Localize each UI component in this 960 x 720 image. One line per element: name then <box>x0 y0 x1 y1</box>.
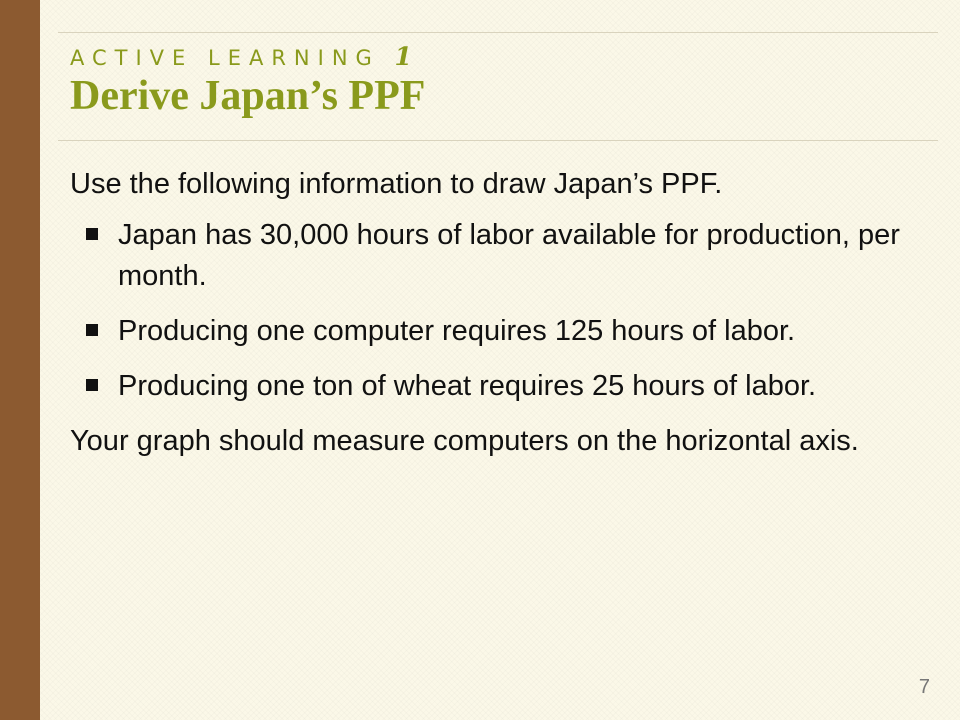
slide-title: Derive Japan’s PPF <box>70 73 426 119</box>
kicker-number: 1 <box>394 42 412 71</box>
bullet-text: Producing one computer requires 125 hours of labor. <box>118 315 796 347</box>
bullet-item-labor-hours <box>70 215 930 297</box>
top-divider <box>58 32 938 33</box>
intro-text: Use the following information to draw Japan’s PPF. <box>70 168 723 200</box>
bullet-list <box>70 215 930 407</box>
slide-kicker <box>70 42 425 73</box>
title-divider <box>58 140 938 141</box>
bullet-item-wheat-labor <box>70 366 930 407</box>
page-number: 7 <box>918 676 930 698</box>
left-accent-bar <box>0 0 40 720</box>
bullet-text: Producing one ton of wheat requires 25 hours of labor. <box>118 370 817 402</box>
square-bullet-icon <box>86 379 98 391</box>
square-bullet-icon <box>86 324 98 336</box>
kicker-text: ACTIVE LEARNING <box>70 46 380 70</box>
square-bullet-icon <box>86 228 98 240</box>
bullet-text: Japan has 30,000 hours of labor available for production, per month. <box>118 219 900 292</box>
bullet-item-computer-labor <box>70 311 930 352</box>
closing-text: Your graph should measure computers on the horizontal axis. <box>70 425 859 457</box>
slide-body <box>70 164 930 462</box>
slide-header <box>70 42 425 119</box>
